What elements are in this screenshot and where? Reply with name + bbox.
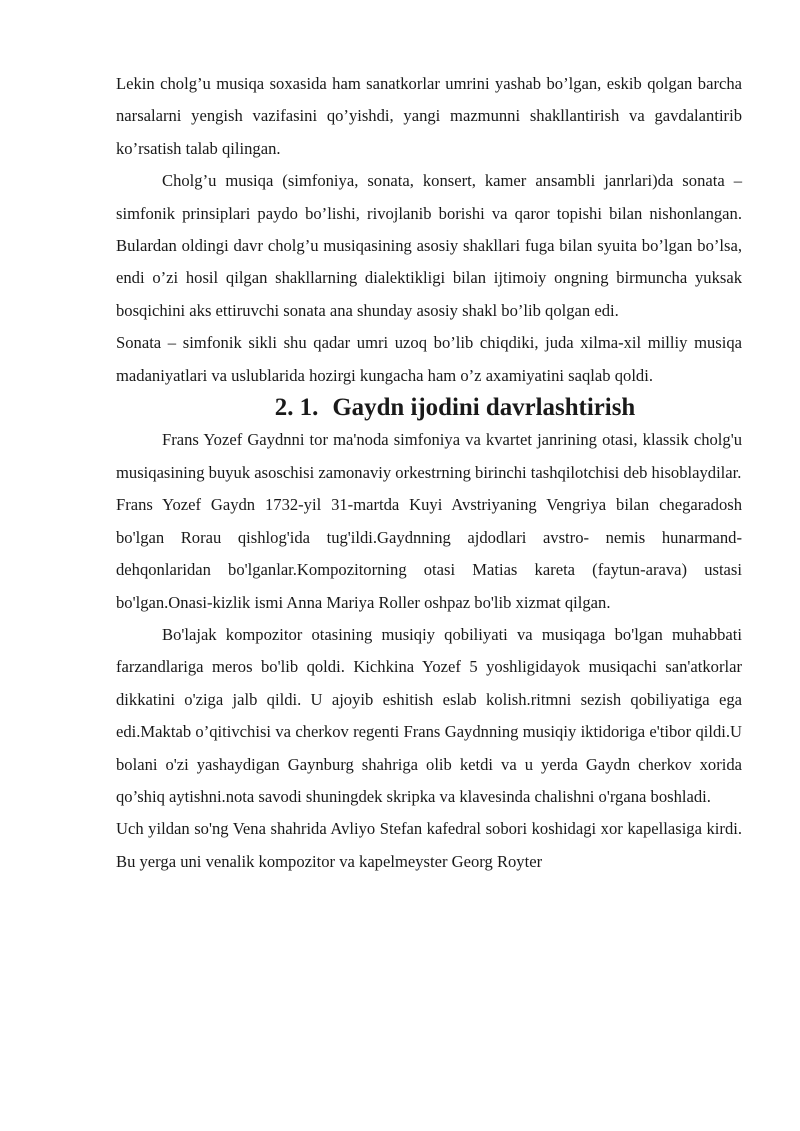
section-heading — [116, 392, 742, 424]
paragraph-intro: Lekin cholg’u musiqa soxasida ham sanatkorlar umrini yashab bo’lgan, eskib qolgan barcha narsalarni yengish vazifasini qo’yishdi, yangi mazmunni shakllantirish va gavdalantirib ko’rsatish talab qilingan. — [116, 74, 742, 158]
paragraph-haydn-birth: Frans Yozef Gaydn 1732-yil 31-martda Kuyi Avstriyaning Vengriya bilan chegaradosh bo'lgan Rorau qishlog'ida tug'ildi.Gaydnning ajdodlari avstro- nemis hunarmand-dehqonlaridan bo'lganlar.Kompozitorning otasi Matias kareta (faytun-arava) ustasi bo'lgan.Onasi-kizlik ismi Anna Mariya Roller oshpaz bo'lib xizmat qilgan. — [116, 495, 742, 612]
document-page — [116, 68, 742, 878]
paragraph-sonata-principles: Cholg’u musiqa (simfoniya, sonata, konsert, kamer ansambli janrlari)da sonata – simfonik prinsiplari paydo bo’lishi, rivojlanib borishi va qaror topishi bilan nishonlangan. Bulardan oldingi davr cholg’u musiqasining asosiy shakllari fuga bilan syuita bo’lgan bo’lsa, endi o’zi hosil qilgan shakllarning dialektikligi bilan ijtimoiy ongning birmuncha yuksak bosqichini aks ettiruvchi sonata ana shunday asosiy shakl bo’lib qolgan edi. — [116, 171, 742, 320]
paragraph-haydn-vienna: Uch yildan so'ng Vena shahrida Avliyo Stefan kafedral sobori koshidagi xor kapellasiga kirdi. Bu yerga uni venalik kompozitor va kapelmeyster Georg Royter — [116, 819, 742, 871]
paragraph-haydn-father-of-symphony: Frans Yozef Gaydnni tor ma'noda simfoniya va kvartet janrining otasi, klassik cholg'u musiqasining buyuk asoschisi zamonaviy orkestrning birinchi tashqilotchisi deb hisoblaydilar. — [116, 430, 742, 482]
paragraph-sonata-cycle: Sonata – simfonik sikli shu qadar umri uzoq bo’lib chiqdiki, juda xilma-xil milliy musiqa madaniyatlari va uslublarida hozirgi kungacha ham o’z axamiyatini saqlab qoldi. — [116, 333, 742, 385]
paragraph-haydn-childhood: Bo'lajak kompozitor otasining musiqiy qobiliyati va musiqaga bo'lgan muhabbati farzandlariga meros bo'lib qoldi. Kichkina Yozef 5 yoshligidayok musiqachi san'atkorlar dikkatini o'ziga jalb qildi. U ajoyib eshitish eslab kolish.ritmni sezish qobiliyatiga ega edi.Maktab o’qitivchisi va cherkov regenti Frans Gaydnning musiqiy iktidoriga e'tibor qildi.U bolani o'zi yashaydigan Gaynburg shahriga olib ketdi va u yerda Gaydn cherkov xorida qo’shiq aytishni.nota savodi shuningdek skripka va klavesinda chalishni o'rgana boshladi. — [116, 624, 742, 806]
section-title: Gaydn ijodini davrlashtirish — [332, 394, 636, 422]
section-number: 2. 1. — [274, 394, 319, 422]
